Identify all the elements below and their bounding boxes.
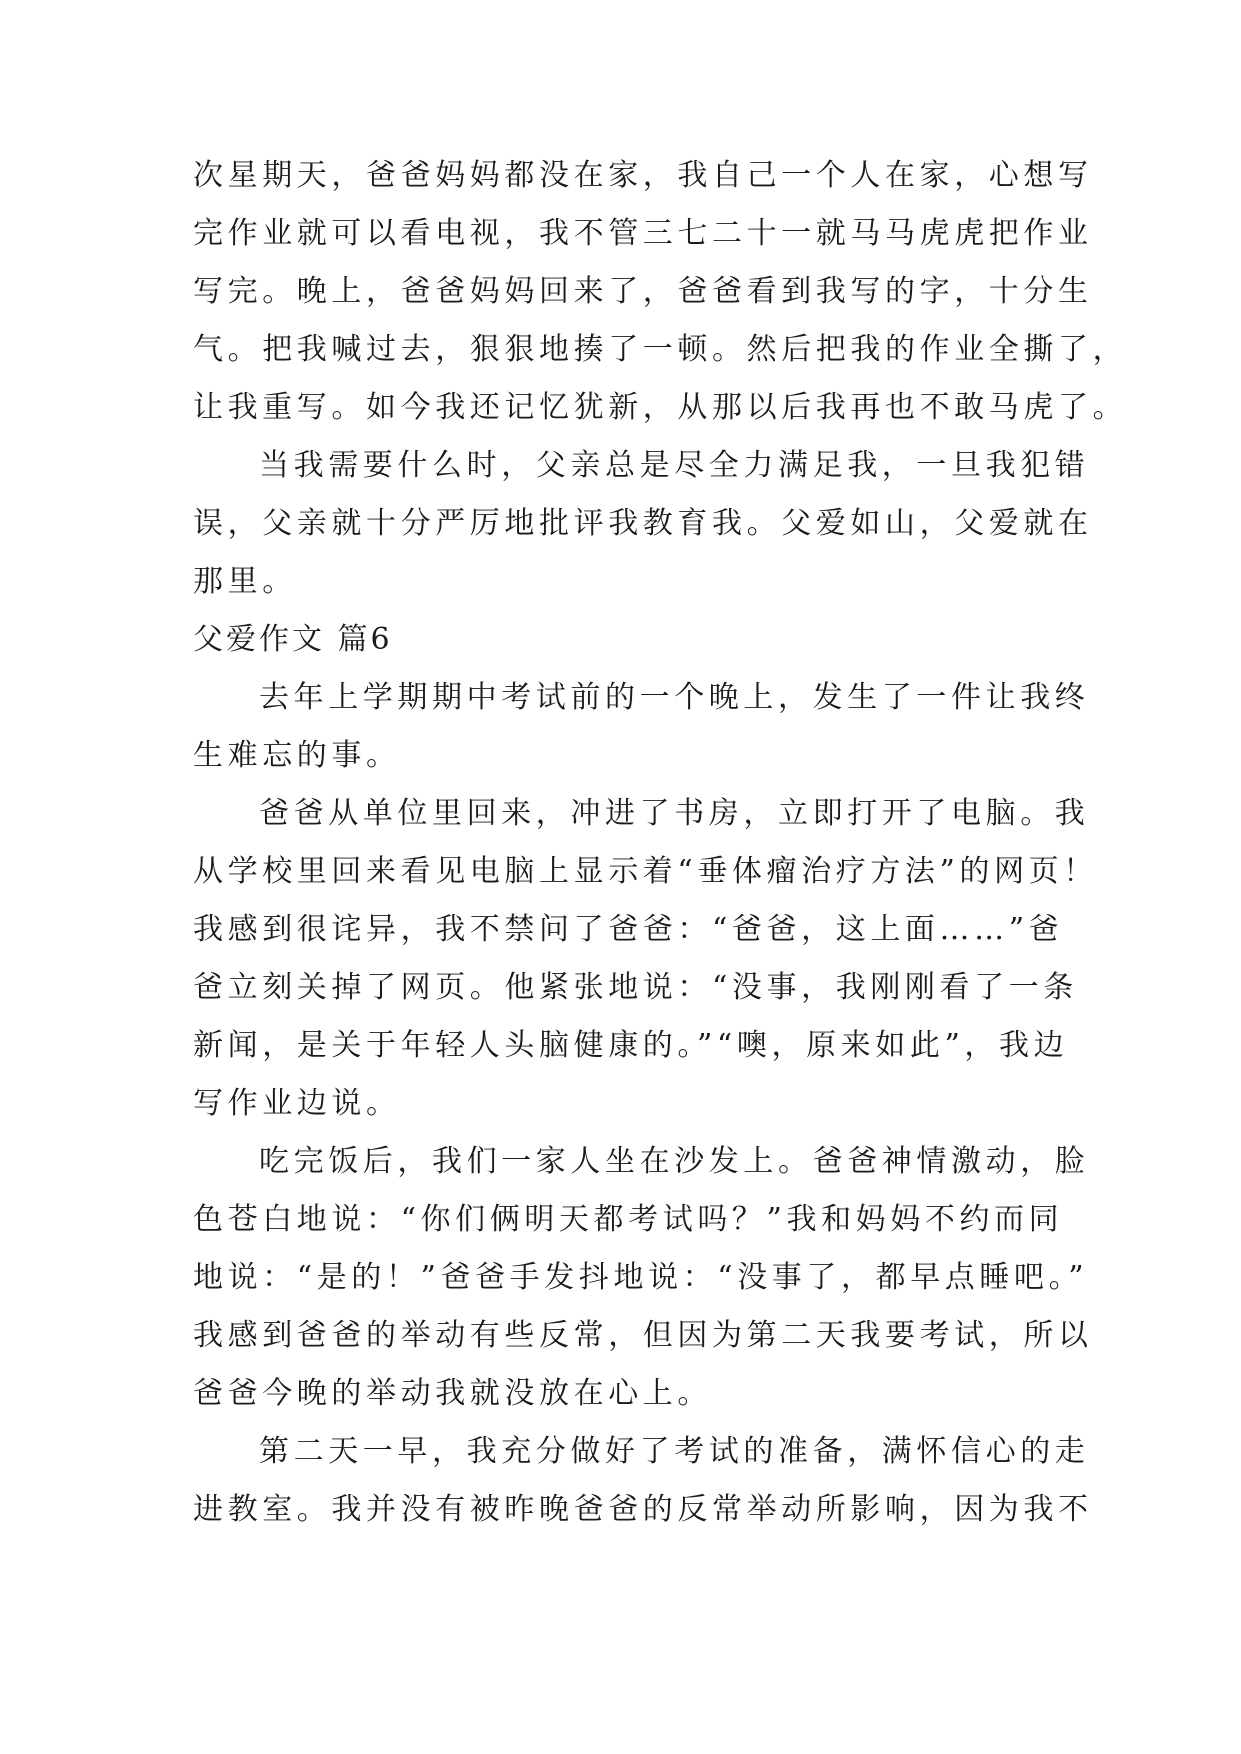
text-line: 让我重写。如今我还记忆犹新，从那以后我再也不敢马虎了。 <box>193 390 1128 425</box>
text-line: 爸爸今晚的举动我就没放在心上。 <box>193 1376 712 1411</box>
text-line: 爸立刻关掉了网页。他紧张地说：“没事，我刚刚看了一条 <box>193 970 1078 1005</box>
text-line: 爸爸从单位里回来，冲进了书房，立即打开了电脑。我 <box>259 796 1090 831</box>
text-line: 从学校里回来看见电脑上显示着“垂体瘤治疗方法”的网页！ <box>193 854 1098 889</box>
text-line: 地说：“是的！”爸爸手发抖地说：“没事了，都早点睡吧。” <box>193 1260 1089 1295</box>
text-line: 气。把我喊过去，狠狠地揍了一顿。然后把我的作业全撕了， <box>193 332 1128 367</box>
text-line: 完作业就可以看电视，我不管三七二十一就马马虎虎把作业 <box>193 216 1093 251</box>
text-line: 去年上学期期中考试前的一个晚上，发生了一件让我终 <box>259 680 1090 715</box>
text-line: 当我需要什么时，父亲总是尽全力满足我，一旦我犯错 <box>259 448 1090 483</box>
text-line: 新闻，是关于年轻人头脑健康的。”“噢，原来如此”，我边 <box>193 1028 1069 1063</box>
section-heading: 父爱作文 篇6 <box>193 622 393 657</box>
text-line: 那里。 <box>193 564 297 599</box>
text-line: 写作业边说。 <box>193 1086 401 1121</box>
text-line: 我感到爸爸的举动有些反常，但因为第二天我要考试，所以 <box>193 1318 1093 1353</box>
text-line: 误，父亲就十分严厉地批评我教育我。父爱如山，父爱就在 <box>193 506 1093 541</box>
text-line: 第二天一早，我充分做好了考试的准备，满怀信心的走 <box>259 1434 1090 1469</box>
text-line: 写完。晚上，爸爸妈妈回来了，爸爸看到我写的字，十分生 <box>193 274 1093 309</box>
text-line: 吃完饭后，我们一家人坐在沙发上。爸爸神情激动，脸 <box>259 1144 1090 1179</box>
text-line: 生难忘的事。 <box>193 738 401 773</box>
text-line: 进教室。我并没有被昨晚爸爸的反常举动所影响，因为我不 <box>193 1492 1093 1527</box>
text-line: 次星期天，爸爸妈妈都没在家，我自己一个人在家，心想写 <box>193 158 1093 193</box>
text-line: 色苍白地说：“你们俩明天都考试吗？”我和妈妈不约而同 <box>193 1202 1064 1237</box>
text-line: 我感到很诧异，我不禁问了爸爸：“爸爸，这上面……”爸 <box>193 912 1064 947</box>
